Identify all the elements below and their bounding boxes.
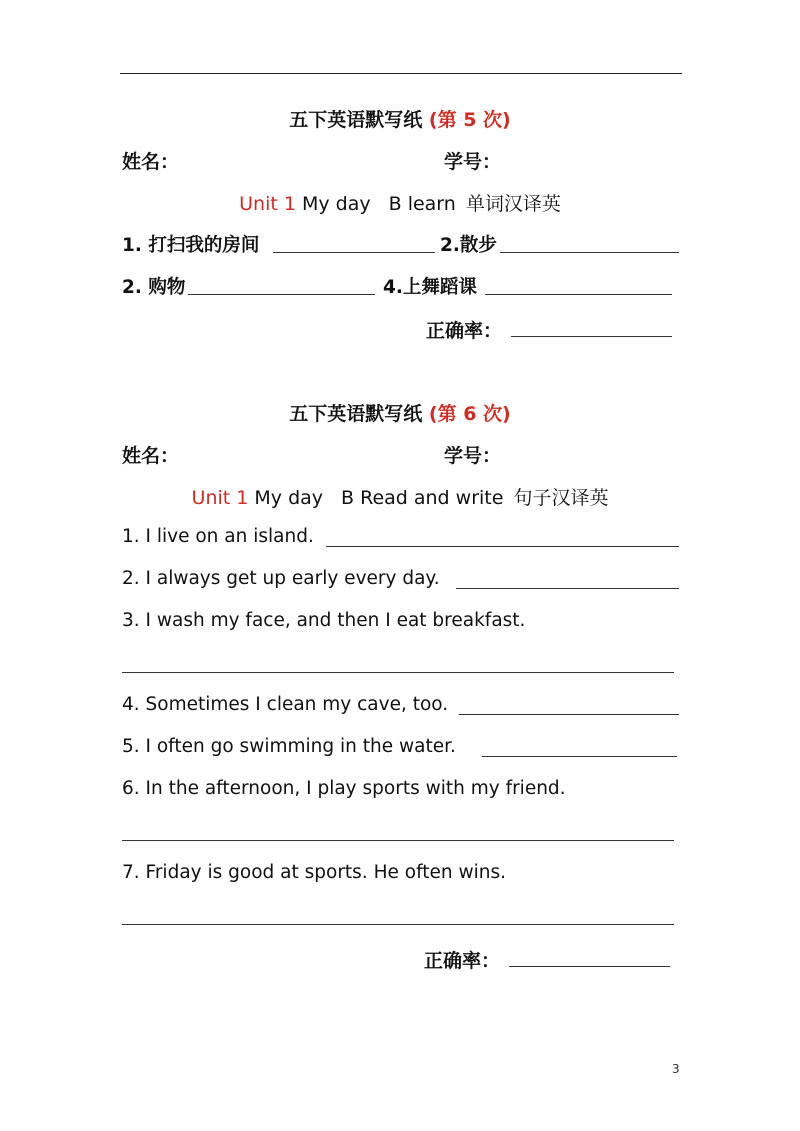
sheet2-unit-task: 句子汉译英	[513, 487, 609, 509]
sheet2-accuracy-label: 正确率：	[424, 950, 501, 972]
sheet1-title-main: 五下英语默写纸	[289, 109, 423, 131]
sheet2-title	[0, 399, 800, 426]
header-rule	[120, 73, 682, 74]
sheet1-answer-line-3	[188, 294, 375, 295]
sheet2-answer-line-6	[122, 840, 674, 841]
sheet2-unit-number: Unit 1	[191, 487, 249, 509]
sheet2-title-main: 五下英语默写纸	[289, 403, 423, 425]
sheet1-item-4: 4.上舞蹈课	[383, 277, 477, 298]
sheet2-answer-line-5	[482, 756, 677, 757]
sheet2-name-label: 姓名：	[122, 445, 180, 467]
sheet1-name-label: 姓名：	[122, 151, 180, 173]
sheet1-item-2: 2.散步	[440, 235, 497, 256]
sheet2-unit-lesson: My day	[254, 487, 324, 509]
sheet2-sentence-2: 2. I always get up early every day.	[122, 568, 440, 589]
sheet1-unit-task: 单词汉译英	[465, 193, 561, 215]
sheet2-answer-line-2	[456, 588, 679, 589]
sheet1-item-1: 1. 打扫我的房间	[122, 235, 260, 256]
sheet2-accuracy-line	[509, 966, 670, 967]
sheet1-answer-line-4	[485, 294, 672, 295]
sheet2-id-label: 学号：	[444, 445, 502, 467]
sheet2-unit-part: B Read and write	[341, 487, 504, 509]
sheet2-sentence-4: 4. Sometimes I clean my cave, too.	[122, 694, 449, 715]
sheet2-answer-line-4	[459, 714, 679, 715]
sheet1-accuracy-label: 正确率：	[426, 320, 503, 342]
sheet2-answer-line-1	[326, 546, 679, 547]
sheet1-accuracy-line	[511, 336, 672, 337]
sheet1-title-count: (第 5 次)	[428, 109, 511, 131]
sheet1-unit-number: Unit 1	[239, 193, 296, 215]
sheet2-unit-heading	[0, 483, 800, 510]
sheet2-title-count: (第 6 次)	[428, 403, 511, 425]
sheet1-answer-line-1	[273, 252, 435, 253]
sheet1-unit-part: B learn	[388, 193, 456, 215]
sheet2-answer-line-3	[122, 672, 674, 673]
sheet2-sentence-7: 7. Friday is good at sports. He often wins.	[122, 862, 507, 883]
sheet2-answer-line-7	[122, 924, 674, 925]
sheet2-sentence-1: 1. I live on an island.	[122, 526, 314, 547]
sheet2-sentence-3: 3. I wash my face, and then I eat breakfast.	[122, 610, 526, 631]
sheet2-sentence-6: 6. In the afternoon, I play sports with my friend.	[122, 778, 566, 799]
sheet1-item-3: 2. 购物	[122, 277, 186, 298]
page-number: 3	[672, 1062, 680, 1076]
sheet1-unit-heading	[0, 189, 800, 216]
sheet1-id-label: 学号：	[444, 151, 502, 173]
sheet1-title	[0, 105, 800, 132]
sheet1-unit-lesson: My day	[302, 193, 371, 215]
sheet2-sentence-5: 5. I often go swimming in the water.	[122, 736, 456, 757]
sheet1-answer-line-2	[500, 252, 679, 253]
